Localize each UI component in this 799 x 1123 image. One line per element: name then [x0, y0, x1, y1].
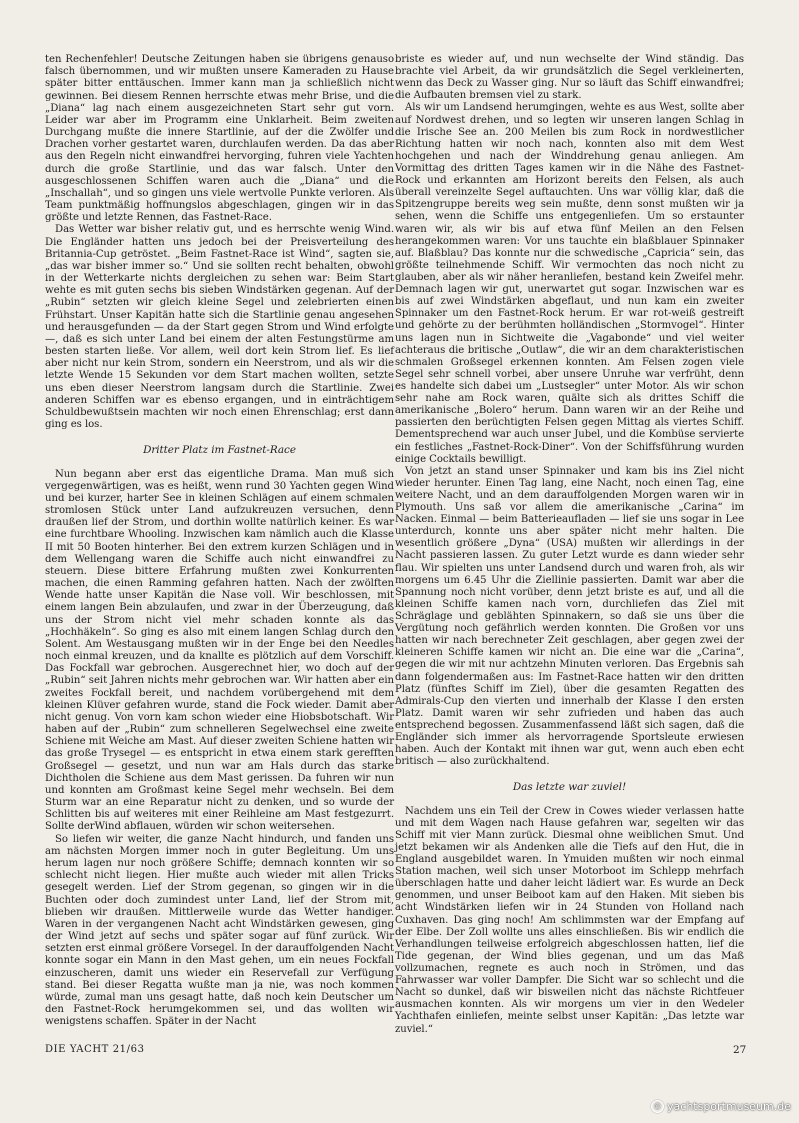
- paragraph: Nachdem uns ein Teil der Crew in Cowes wieder verlassen hatte und mit dem Wagen nach Hause gefahren war, segelten wir das Schiff mit vier Mann zurück. Diesmal ohne weiblichen Smut. Und jetzt bekamen wir als Andenken alle die Tiefs auf den Hut, die in England ausgebildet waren. In Ymuiden mußten wir noch einmal Station machen, weil sich unser Motorboot im Schlepp mehrfach überschlagen hatte und daher leicht lädiert war. Es wurde an Deck genommen, und unser Beiboot kam auf den Haken. Mit sieben bis acht Windstärken liefen wir in 24 Stunden von Holland nach Cuxhaven. Das ging noch! Am schlimmsten war der Empfang auf der Elbe. Der Zoll wollte uns alles einschließen. Bis wir endlich die Verhandlungen teilweise erfolgreich abgeschlossen hatten, lief die Tide gegenan, der Wind blies gegenan, und um das Maß vollzumachen, regnete es auch noch in Strömen, und das Fahrwasser war voller Dampfer. Die Sicht war so schlecht und die Nacht so dunkel, daß wir bisweilen nicht das nächste Richtfeuer ausmachen konnten. Als wir morgens um vier in den Wedeler Yachthafen einliefen, meinte selbst unser Kapitän: „Das letzte war zuviel.“: [395, 805, 744, 1035]
- watermark-text: yachtsportmuseum.de: [667, 1100, 791, 1113]
- left-column: [45, 54, 394, 1028]
- paragraph: Von jetzt an stand unser Spinnaker und kam bis ins Ziel nicht wieder herunter. Einen Tag lang, eine Nacht, noch einen Tag, eine weitere Nacht, und an dem darauffolgenden Morgen waren wir in Plymouth. Uns saß vor allem die amerikanische „Carina“ im Nacken. Einmal — beim Batterieaufladen — lief sie uns sogar in Lee unterdurch, konnte uns aber später nicht mehr halten. Die wesentlich größere „Dyna“ (USA) mußten wir allerdings in der Nacht passieren lassen. Zu guter Letzt wurde es dann wieder sehr flau. Wir spielten uns unter Landsend durch und waren froh, als wir morgens um 6.45 Uhr die Ziellinie passierten. Damit war aber die Spannung noch nicht vorüber, denn jetzt briste es auf, und all die kleinen Schiffe kamen nach vorn, durchliefen das Ziel mit Schräglage und geblähten Spinnakern, so daß sie uns über die Vergütung noch gefährlich werden konnten. Die Großen vor uns hatten wir nach berechneter Zeit geschlagen, aber gegen zwei der kleineren Schiffe kamen wir nicht an. Die eine war die „Carina“, gegen die wir mit nur achtzehn Minuten verloren. Das Ergebnis sah dann folgendermaßen aus: Im Fastnet-Race hatten wir den dritten Platz (fünftes Schiff im Ziel), über die gesamten Regatten des Admirals-Cup den vierten und innerhalb der Klasse I den ersten Platz. Damit waren wir sehr zufrieden und haben das auch entsprechend begossen. Zusammenfassend läßt sich sagen, daß die Engländer sich immer als hervorragende Sportsleute erwiesen haben. Auch der Kontakt mit ihnen war gut, wenn auch eben echt britisch — also zurückhaltend.: [395, 465, 744, 768]
- paragraph: Nun begann aber erst das eigentliche Drama. Man muß sich vergegenwärtigen, was es heißt, wenn rund 30 Yachten gegen Wind und bei kurzer, harter See in kleinen Schlägen auf einem schmalen stromlosen Stück unter Land aufzukreuzen versuchen, denn draußen lief der Strom, und dorthin wollte natürlich keiner. Es war eine furchtbare Whooling. Inzwischen kam nämlich auch die Klasse II mit 50 Booten hinterher. Bei den extrem kurzen Schlägen und in dem Wellengang waren die Schiffe auch nicht einwandfrei zu steuern. Diese bittere Erfahrung mußten zwei Konkurrenten machen, die einen Ramming gefahren hatten. Nach der zwölften Wende hatte unser Kapitän die Nase voll. Wir beschlossen, mit einem langen Bein abzulaufen, und zwar in der Überzeugung, daß uns der Strom nicht viel mehr schaden konnte als das „Hochhäkeln“. So ging es also mit einem langen Schlag durch den Solent. Am Westausgang mußten wir in der Enge bei den Needles noch einmal kreuzen, und da knallte es plötzlich auf dem Vorschiff. Das Fockfall war gebrochen. Ausgerechnet hier, wo doch auf der „Rubin“ seit Jahren nichts mehr gebrochen war. Wir hatten aber ein zweites Fockfall bereit, und nachdem vorübergehend mit dem kleinen Klüver gefahren wurde, stand die Fock wieder. Damit aber nicht genug. Von vorn kam schon wieder eine Hiobsbotschaft. Wir haben auf der „Rubin“ zum schnelleren Segelwechsel eine zweite Schiene mit Weiche am Mast. Auf dieser zweiten Schiene hatten wir das große Trysegel — es entspricht in etwa einem stark gerefften Großsegel — gesetzt, und nun war am Hals durch das starke Dichtholen die Schiene aus dem Mast gerissen. Da fuhren wir nun und konnten am Großmast keine Segel mehr wechseln. Bei dem Sturm war an eine Reparatur nicht zu denken, und so wurde der Schlitten bis auf weiteres mit einer Reihleine am Mast festgezurrt. Sollte derWind abflauen, würden wir schon weitersehen.: [45, 468, 394, 833]
- page-number: 27: [733, 1044, 747, 1056]
- paragraph: So liefen wir weiter, die ganze Nacht hindurch, und fanden uns am nächsten Morgen immer noch in guter Begleitung. Um uns herum lagen nur noch größere Schiffe; demnach konnten wir so schlecht nicht liegen. Hier mußte auch wieder mit allen Tricks gesegelt werden. Lief der Strom gegenan, so gingen wir in die Buchten oder doch zumindest unter Land, lief der Strom mit, blieben wir draußen. Mittlerweile wurde das Wetter handiger. Waren in der vergangenen Nacht acht Windstärken gewesen, ging der Wind jetzt auf sechs und später sogar auf fünf zurück. Wir setzten erst einmal größere Vorsegel. In der darauffolgenden Nacht konnte sogar ein Mann in den Mast gehen, um ein neues Fockfall einzuscheren, damit uns wieder ein Reservefall zur Verfügung stand. Bei dieser Regatta wußte man ja nie, was noch kommen würde, zumal man uns gesagt hatte, daß noch kein Deutscher um den Fastnet-Rock herumgekommen sei, und das wollten wir wenigstens schaffen. Später in der Nacht: [45, 833, 394, 1028]
- paragraph: Das Wetter war bisher relativ gut, und es herrschte wenig Wind. Die Engländer hatten uns jedoch bei der Preisverteilung des Britannia-Cup getröstet. „Beim Fastnet-Race ist Wind“, sagten sie, „das war bisher immer so.“ Und sie sollten recht behalten, obwohl in der Wetterkarte nichts dergleichen zu sehen war: Beim Start wehte es mit guten sechs bis sieben Windstärken gegenan. Auf der „Rubin“ setzten wir gleich kleine Segel und zelebrierten einen Frühstart. Unser Kapitän hatte sich die Startlinie genau angesehen und herausgefunden — da der Start gegen Strom und Wind erfolgte —, daß es sich unter Land bei einem der alten Festungstürme am besten starten ließe. Vor allem, weil dort kein Strom lief. Es lief aber nicht nur kein Strom, sondern ein Neerstrom, und als wir die letzte Wende 15 Sekunden vor dem Start machen wollten, setzte uns eben dieser Neerstrom langsam durch die Startlinie. Zwei anderen Schiffen war es ebenso ergangen, und in einträchtigem Schuldbewußtsein machten wir noch einen Ehrenschlag; erst dann ging es los.: [45, 224, 394, 431]
- section-heading: Das letzte war zuviel!: [512, 781, 627, 794]
- section-heading: Dritter Platz im Fastnet-Race: [143, 444, 296, 457]
- right-column: [395, 54, 744, 1036]
- copyright-icon: ©: [651, 1100, 664, 1113]
- publication-footer: DIE YACHT 21/63: [45, 1044, 145, 1055]
- paragraph: Als wir um Landsend herumgingen, wehte es aus West, sollte aber auf Nordwest drehen, und so legten wir unseren langen Schlag in die Irische See an. 200 Meilen bis zum Rock in nordwestlicher Richtung hatten wir noch nach, konnten also mit dem West hochgehen und nach der Winddrehung genau anliegen. Am Vormittag des dritten Tages kamen wir in die Nähe des Fastnet-Rock und erkannten am Horizont bereits den Felsen, als auch überall vereinzelte Segel auftauchten. Uns war völlig klar, daß die Spitzengruppe bereits weg sein mußte, denn sonst mußten wir ja sehen, wenn die Schiffe uns entgegenliefen. Um so erstaunter waren wir, als wir bis auf etwa fünf Meilen an den Felsen herangekommen waren: Vor uns tauchte ein blaßblauer Spinnaker auf. Blaßblau? Das konnte nur die schwedische „Capricia“ sein, das größte teilnehmende Schiff. Wir vermochten das noch nicht zu glauben, aber als wir näher heranliefen, bestand kein Zweifel mehr. Demnach lagen wir gut, unerwartet gut sogar. Inzwischen war es bis auf zwei Windstärken abgeflaut, und nun kam ein zweiter Spinnaker um den Fastnet-Rock herum. Er war rot-weiß gestreift und gehörte zu der berühmten holländischen „Stormvogel“. Hinter uns lagen nun in Sichtweite die „Vagabonde“ und viel weiter achteraus die britische „Outlaw“, die wir an dem charakteristischen schmalen Großsegel erkennen konnten. Am Felsen zogen viele Segel sehr schnell vorbei, aber unsere Unruhe war verfrüht, denn es handelte sich dabei um „Lustsegler“ unter Motor. Als wir schon sehr nahe am Rock waren, quälte sich als drittes Schiff die amerikanische „Bolero“ herum. Dann waren wir an der Reihe und passierten den berüchtigten Felsen gegen Mittag als viertes Schiff. Dementsprechend war auch unser Jubel, und die Kombüse servierte ein festliches „Fastnet-Rock-Diner“. Von der Schiffsführung wurden einige Cocktails bewilligt.: [395, 102, 744, 465]
- paragraph: ten Rechenfehler! Deutsche Zeitungen haben sie übrigens genauso falsch übernommen, und wir mußten unsere Kameraden zu Hause später bitter enttäuschen. Immer kann man ja schließlich nicht gewinnen. Bei diesem Rennen herrschte etwas mehr Brise, und die „Diana“ lag nach einem ausgezeichneten Start sehr gut vorn. Leider war aber im Programm eine Unklarheit. Beim zweiten Durchgang mußte die innere Startlinie, auf der die Zwölfer und Drachen vorher gestartet waren, durchlaufen werden. Da das aber aus den Regeln nicht einwandfrei hervorging, fuhren viele Yachten durch die große Startlinie, und das war falsch. Unter den ausgeschlossenen Schiffen waren auch die „Diana“ und die „Inschallah“, und so gingen uns viele wertvolle Punkte verloren. Als Team punktmäßig hoffnungslos abgeschlagen, gingen wir in das größte und letzte Rennen, das Fastnet-Race.: [45, 54, 394, 224]
- paragraph: briste es wieder auf, und nun wechselte der Wind ständig. Das brachte viel Arbeit, da wir grundsätzlich die Segel verkleinerten, wenn das Deck zu Wasser ging. Nur so läuft das Schiff einwandfrei; die Aufbauten bremsen viel zu stark.: [395, 54, 744, 102]
- watermark: [651, 1100, 791, 1113]
